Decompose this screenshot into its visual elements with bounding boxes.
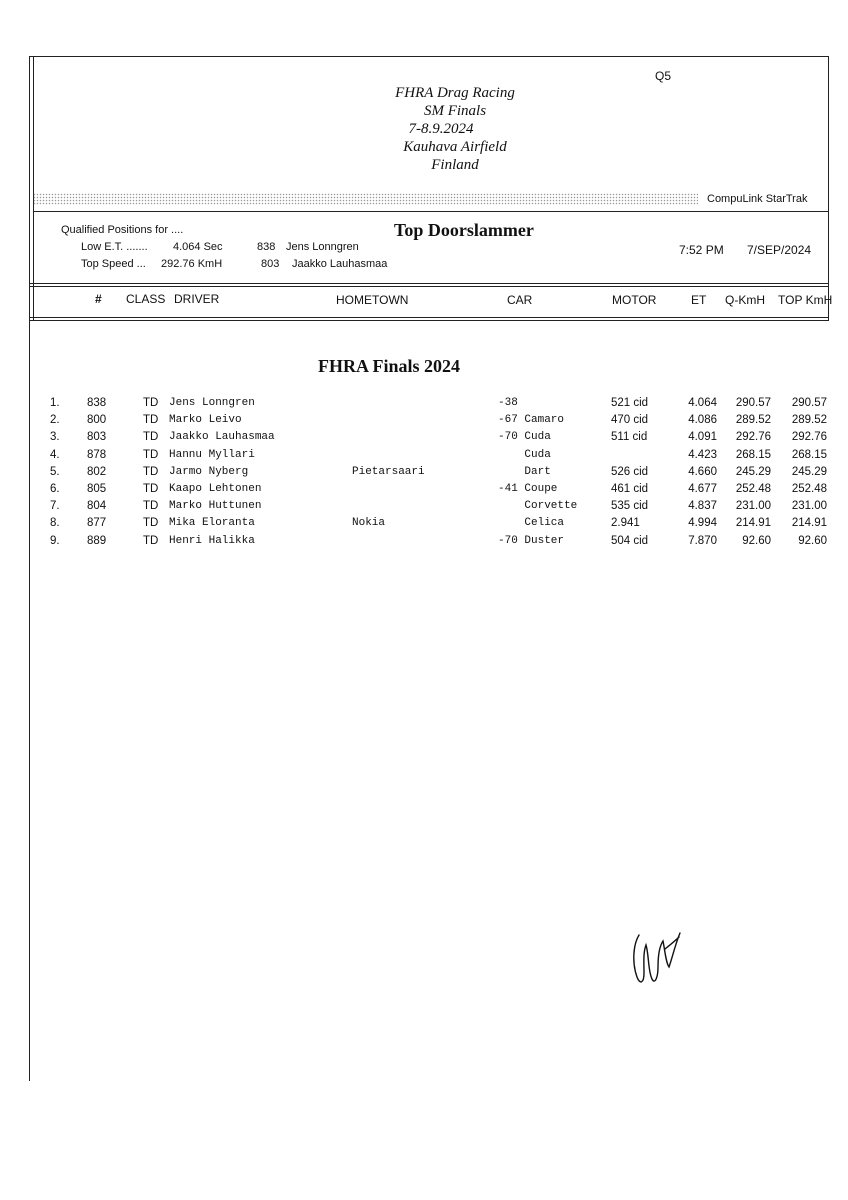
row-car-number: 878 [87,448,107,461]
row-car: Corvette [498,500,578,513]
row-top-kmh: 289.52 [791,414,827,427]
row-q-kmh: 292.76 [735,431,771,444]
column-header-separator-b [29,320,829,321]
row-q-kmh: 289.52 [735,414,771,427]
row-driver: Marko Huttunen [169,500,262,513]
event-country: Finland [431,157,479,173]
row-driver: Mika Eloranta [169,517,255,530]
event-header [330,84,580,174]
row-car: -70 Duster [498,534,565,547]
row-top-kmh: 290.57 [791,397,827,409]
column-header-et: ET [691,293,707,307]
column-header-number: # [95,292,102,306]
row-driver: Jarmo Nyberg [169,465,249,478]
row-class: TD [143,448,159,461]
row-car: -70 Cuda [498,431,551,444]
table-row [0,517,848,534]
system-separator-line [33,211,829,212]
row-class: TD [143,465,159,478]
row-et: 7.870 [688,534,717,547]
info-separator-line-b [29,286,829,287]
row-q-kmh: 268.15 [735,448,771,461]
dotted-band [33,193,698,205]
row-position: 8. [50,517,60,530]
row-position: 6. [50,483,60,495]
class-title: Top Doorslammer [394,220,534,240]
row-class: TD [143,431,159,444]
row-car: Dart [498,465,551,478]
low-et-number: 838 [257,241,276,253]
column-header-class: CLASS [126,292,166,306]
row-car-number: 889 [87,534,107,547]
row-top-kmh: 214.91 [791,517,827,530]
table-row [0,397,848,414]
row-motor: 511 cid [611,431,648,444]
top-speed-label: Top Speed ... [81,258,146,270]
row-et: 4.837 [688,500,717,513]
row-driver: Kaapo Lehtonen [169,483,262,495]
row-driver: Hannu Myllari [169,448,255,461]
event-venue: Kauhava Airfield [403,139,507,155]
row-q-kmh: 252.48 [735,483,771,495]
row-et: 4.423 [688,448,717,461]
column-header-driver: DRIVER [174,292,220,306]
row-motor: 535 cid [611,500,649,513]
table-row [0,483,848,500]
page-frame-right [828,56,829,321]
column-header-q-kmh: Q-KmH [725,293,765,307]
row-car-number: 800 [87,414,107,427]
column-header-car: CAR [507,293,533,307]
row-car-number: 803 [87,431,107,444]
row-car: Celica [498,517,565,530]
row-class: TD [143,414,159,427]
row-car-number: 805 [87,483,107,495]
row-driver: Jaakko Lauhasmaa [169,431,275,444]
row-motor: 461 cid [611,483,649,495]
row-hometown: Pietarsaari [352,465,425,478]
row-driver: Marko Leivo [169,414,242,427]
low-et-value: 4.064 Sec [173,241,223,253]
row-top-kmh: 245.29 [791,465,827,478]
row-et: 4.086 [688,414,717,427]
row-class: TD [143,534,159,547]
row-top-kmh: 252.48 [791,483,827,495]
row-car: -41 Coupe [498,483,558,495]
report-date: 7/SEP/2024 [747,243,812,257]
signature [625,915,695,995]
row-top-kmh: 292.76 [791,431,827,444]
column-header-hometown: HOMETOWN [336,293,409,307]
table-row [0,500,848,517]
column-header-separator-a [29,317,829,318]
top-speed-driver: Jaakko Lauhasmaa [292,258,388,270]
system-label: CompuLink StarTrak [707,193,808,205]
row-position: 7. [50,500,60,513]
row-class: TD [143,483,159,495]
top-border-line [29,56,829,57]
row-car-number: 877 [87,517,107,530]
row-motor: 526 cid [611,465,649,478]
table-row [0,466,848,483]
row-position: 1. [50,397,60,409]
row-q-kmh: 245.29 [735,465,771,478]
row-et: 4.677 [688,483,717,495]
page-frame-left-outer [29,56,30,1081]
event-name: FHRA Drag Racing [395,85,515,101]
row-position: 5. [50,465,60,478]
row-motor: 2.941 [611,517,640,530]
row-position: 4. [50,448,60,461]
event-subtitle: SM Finals [423,103,487,119]
row-et: 4.994 [688,517,717,530]
top-speed-value: 292.76 KmH [161,258,223,270]
table-row [0,449,848,466]
report-time: 7:52 PM [679,243,724,257]
page-code: Q5 [655,69,672,83]
page-frame-left-inner [33,56,34,321]
row-motor: 470 cid [611,414,649,427]
row-q-kmh: 290.57 [735,397,771,409]
row-top-kmh: 268.15 [791,448,827,461]
row-hometown: Nokia [352,517,386,530]
row-position: 3. [50,431,60,444]
column-header-motor: MOTOR [612,293,657,307]
row-q-kmh: 214.91 [735,517,771,530]
row-top-kmh: 92.60 [798,534,827,547]
table-row [0,414,848,431]
row-class: TD [143,500,159,513]
row-motor: 504 cid [611,534,649,547]
row-position: 2. [50,414,60,427]
row-driver: Henri Halikka [169,534,255,547]
qualified-label: Qualified Positions for .... [61,224,184,236]
row-et: 4.660 [688,465,717,478]
low-et-label: Low E.T. ....... [81,241,148,253]
row-driver: Jens Lonngren [169,397,255,409]
row-q-kmh: 92.60 [742,534,771,547]
row-car-number: 838 [87,397,107,409]
section-title: FHRA Finals 2024 [318,356,461,376]
low-et-driver: Jens Lonngren [286,241,359,253]
row-car-number: 802 [87,465,107,478]
row-q-kmh: 231.00 [735,500,771,513]
event-dates: 7-8.9.2024 [408,121,474,137]
row-car-number: 804 [87,500,107,513]
row-class: TD [143,517,159,530]
table-row [0,431,848,448]
row-et: 4.064 [688,397,717,409]
row-motor: 521 cid [611,397,649,409]
row-car: Cuda [498,448,551,461]
row-car: -67 Camaro [498,414,565,427]
row-et: 4.091 [688,431,717,444]
column-header-top-kmh: TOP KmH [778,293,833,307]
row-class: TD [143,397,159,409]
top-speed-number: 803 [261,258,280,270]
row-position: 9. [50,534,60,547]
info-separator-line-a [29,283,829,284]
row-car: -38 [498,397,518,409]
table-row [0,535,848,552]
row-top-kmh: 231.00 [791,500,827,513]
